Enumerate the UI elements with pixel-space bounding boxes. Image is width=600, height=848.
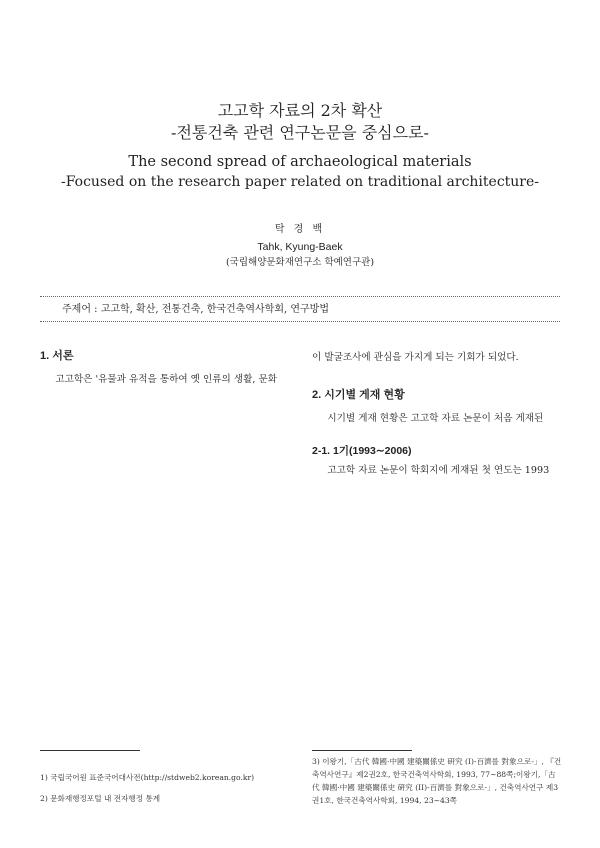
keywords-box: 주제어 : 고고학, 확산, 전통건축, 한국건축역사학회, 연구방법 xyxy=(40,296,560,322)
footnote-divider-right xyxy=(312,750,412,751)
right-column xyxy=(312,348,562,486)
subtitle-korean: -전통건축 관련 연구논문을 중심으로- xyxy=(171,123,429,142)
paragraph: 이 발굴조사에 관심을 가지게 되는 기회가 되었다. xyxy=(312,352,519,363)
author-name-english: Tahk, Kyung-Baek xyxy=(257,241,343,253)
author-block xyxy=(0,221,600,271)
footnote-divider-left xyxy=(40,750,140,751)
footnotes-right xyxy=(312,755,562,807)
section-heading-publication-status: 2. 시기별 게재 현황 xyxy=(312,389,405,402)
subtitle-english: -Focused on the research paper related on traditional architecture- xyxy=(60,174,540,190)
subsection-heading-period-1: 2-1. 1기(1993∼2006) xyxy=(312,444,412,457)
footnote: 3) 이왕기,「古代 韓國·中國 建築關係史 硏究 (I)-百濟를 對象으로-」, 『건축역사연구』제2권2호, 한국건축역사학회, 1993, 77∼88쪽;이왕기,「古代 韓國·中國 建築關係史 硏究 (II)-百濟를 對象으로-」, 건축역사연구 제3권1호, 한국건축역사학회, 1994, 23∼43쪽 xyxy=(312,757,562,805)
author-affiliation: (국립해양문화재연구소 학예연구관) xyxy=(225,257,375,268)
title-korean: 고고학 자료의 2차 확산 xyxy=(217,101,383,120)
author-name-korean: 탁 경 백 xyxy=(274,224,326,235)
footnotes-left xyxy=(40,771,298,813)
title-english: The second spread of archaeological materials xyxy=(128,154,472,170)
footnote: 1) 국립국어원 표준국어대사전(http://stdweb2.korean.go.kr) xyxy=(40,773,255,782)
section-heading-introduction: 1. 서론 xyxy=(40,350,74,362)
paragraph: 고고학 자료 논문이 학회지에 게재된 첫 연도는 1993 xyxy=(327,464,550,476)
paragraph: 고고학은 '유물과 유적을 통하여 옛 인류의 생활, 문화 xyxy=(55,374,278,385)
title-block xyxy=(0,100,600,192)
left-column xyxy=(40,348,298,395)
paragraph: 시기별 게재 현황은 고고학 자료 논문이 처음 게재된 xyxy=(327,413,544,425)
footnote: 2) 문화재행정포털 내 전자행정 통계 xyxy=(40,794,161,803)
